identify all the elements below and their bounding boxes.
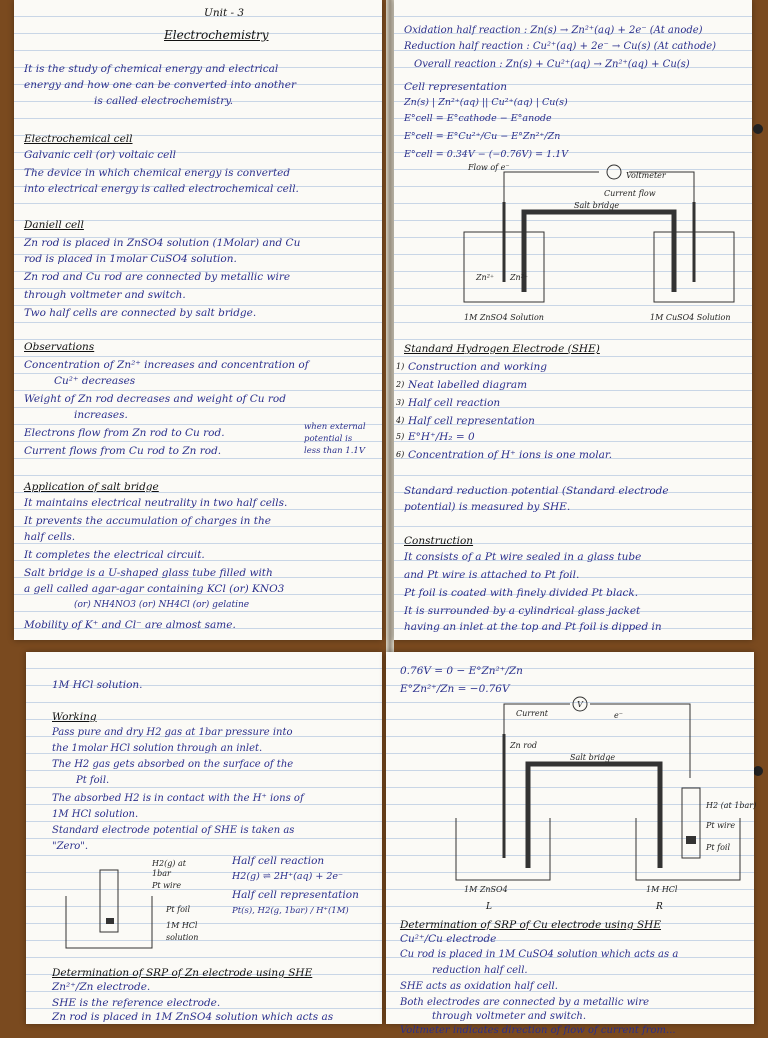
list-item: E°H⁺/H₂ = 0 bbox=[408, 431, 475, 443]
text-line: Weight of Zn rod decreases and weight of Cu rod bbox=[24, 393, 286, 405]
text-line: Zn rod is placed in ZnSO4 solution (1Molar) and Cu bbox=[24, 237, 301, 249]
right-solution-label: 1M HCl bbox=[646, 885, 678, 894]
text-line: The H2 gas gets absorbed on the surface of the bbox=[52, 759, 294, 770]
salt-bridge-tube bbox=[528, 764, 660, 868]
intro-line: energy and how one can be converted into another bbox=[24, 79, 297, 91]
daniell-cell-diagram bbox=[454, 162, 744, 328]
text-line: The absorbed H2 is in contact with the H⁺ ions of bbox=[52, 793, 304, 804]
list-item: Construction and working bbox=[408, 361, 548, 373]
pt-wire-label: Pt wire bbox=[706, 821, 736, 830]
ion-label: Zn²⁺ bbox=[510, 273, 529, 282]
text-line: Concentration of Zn²⁺ increases and concentration of bbox=[24, 359, 309, 371]
section-heading: Electrochemical cell bbox=[24, 133, 133, 145]
text-line: a gell called agar-agar containing KCl (or) KNO3 bbox=[24, 583, 285, 595]
text-line: Standard electrode potential of SHE is taken as bbox=[52, 825, 295, 836]
text-line: Half cell reaction bbox=[232, 855, 325, 867]
text-line: It consists of a Pt wire sealed in a glass tube bbox=[404, 551, 642, 563]
section-heading: Determination of SRP of Zn electrode using SHE bbox=[52, 967, 313, 979]
text-line: 1M HCl solution. bbox=[52, 809, 139, 820]
text-line: Zn rod and Cu rod are connected by metallic wire bbox=[24, 271, 291, 283]
left-solution-label: 1M ZnSO4 bbox=[464, 885, 508, 894]
text-line: potential) is measured by SHE. bbox=[404, 501, 571, 513]
text-line: having an inlet at the top and Pt foil is dipped in bbox=[404, 621, 662, 633]
pt-foil bbox=[686, 836, 696, 844]
zn-she-cell-diagram bbox=[450, 698, 757, 898]
text-line: Cu²⁺ decreases bbox=[54, 375, 136, 387]
text-line: Salt bridge is a U-shaped glass tube filled with bbox=[24, 567, 273, 579]
h2-label: 1bar bbox=[152, 869, 171, 878]
text-line: Half cell representation bbox=[232, 889, 359, 901]
text-line: increases. bbox=[74, 409, 128, 421]
side-note: when external bbox=[304, 422, 366, 432]
section-heading: Observations bbox=[24, 341, 95, 353]
current-label: Current bbox=[516, 709, 549, 718]
text-line: half cells. bbox=[24, 531, 76, 543]
text-line: (or) NH4NO3 (or) NH4Cl (or) gelatine bbox=[74, 600, 250, 610]
text-line: Pass pure and dry H2 gas at 1bar pressure into bbox=[52, 727, 293, 738]
text-line: SHE acts as oxidation half cell. bbox=[400, 981, 558, 992]
text-line: Pt foil. bbox=[76, 775, 110, 786]
text-line: Zn²⁺/Zn electrode. bbox=[52, 981, 151, 993]
text-line: The device in which chemical energy is converted bbox=[24, 167, 291, 179]
side-note: less than 1.1V bbox=[304, 446, 365, 456]
ion-label: Zn²⁺ bbox=[476, 273, 495, 282]
list-number: 1) bbox=[396, 362, 405, 371]
text-line: Galvanic cell (or) voltaic cell bbox=[24, 149, 177, 161]
notebook-page-2 bbox=[394, 0, 752, 640]
text-line: Current flows from Cu rod to Zn rod. bbox=[24, 445, 222, 457]
section-heading: Working bbox=[52, 711, 97, 723]
text-line: Electrons flow from Zn rod to Cu rod. bbox=[24, 427, 225, 439]
h2-label: H2 (at 1bar) bbox=[706, 801, 757, 810]
list-number: 6) bbox=[396, 450, 405, 459]
section-heading: Application of salt bridge bbox=[24, 481, 159, 493]
text-line: through voltmeter and switch. bbox=[24, 289, 186, 301]
salt-bridge-label: Salt bridge bbox=[574, 201, 620, 210]
text-line: rod is placed in 1molar CuSO4 solution. bbox=[24, 253, 237, 265]
list-number: 4) bbox=[396, 416, 405, 425]
section-heading: Determination of SRP of Cu electrode using SHE bbox=[400, 919, 661, 931]
reaction-line: Oxidation half reaction : Zn(s) → Zn²⁺(aq) + 2e⁻ (At anode) bbox=[404, 25, 703, 36]
list-item: Neat labelled diagram bbox=[408, 379, 528, 391]
pt-foil-label: Pt foil bbox=[706, 843, 731, 852]
text-line: E°cell = E°cathode − E°anode bbox=[404, 113, 552, 124]
text-line: 1M HCl solution. bbox=[52, 679, 143, 691]
voltmeter-label: Voltmeter bbox=[626, 171, 666, 180]
section-heading: Construction bbox=[404, 535, 474, 547]
text-line: and Pt wire is attached to Pt foil. bbox=[404, 569, 580, 581]
text-line: E°cell = 0.34V − (−0.76V) = 1.1V bbox=[404, 149, 569, 160]
binder-hole bbox=[753, 124, 763, 134]
section-heading: Standard Hydrogen Electrode (SHE) bbox=[404, 343, 600, 355]
flow-label: Flow of e⁻ bbox=[468, 163, 510, 172]
electron-label: e⁻ bbox=[614, 711, 623, 720]
section-heading: Daniell cell bbox=[24, 219, 84, 231]
text-line: It maintains electrical neutrality in two half cells. bbox=[24, 497, 288, 509]
voltmeter-label: V bbox=[577, 700, 583, 709]
notebook-page-1 bbox=[14, 0, 382, 640]
pt-foil-label: Pt foil bbox=[166, 905, 191, 914]
equation-line: E°Zn²⁺/Zn = −0.76V bbox=[400, 683, 510, 695]
pt-foil bbox=[106, 918, 114, 924]
list-number: 5) bbox=[396, 432, 405, 441]
hcl-label: solution bbox=[166, 933, 199, 942]
text-line: Pt(s), H2(g, 1bar) / H⁺(1M) bbox=[232, 906, 349, 916]
reaction-line: Reduction half reaction : Cu²⁺(aq) + 2e⁻ → Cu(s) (At cathode) bbox=[404, 41, 717, 52]
text-line: Standard reduction potential (Standard electrode bbox=[404, 485, 669, 497]
text-line: Mobility of K⁺ and Cl⁻ are almost same. bbox=[24, 619, 236, 631]
glass-jacket bbox=[682, 788, 700, 858]
intro-line: It is the study of chemical energy and electrical bbox=[24, 63, 279, 75]
text-line: Both electrodes are connected by a metallic wire bbox=[400, 997, 650, 1008]
list-number: 3) bbox=[396, 398, 405, 407]
zn-rod-label: Zn rod bbox=[510, 741, 538, 750]
salt-bridge-label: Salt bridge bbox=[570, 753, 616, 762]
text-line: Cu²⁺/Cu electrode bbox=[400, 933, 497, 945]
binder-hole bbox=[753, 766, 763, 776]
text-line: Voltmeter indicates direction of flow of current from... bbox=[400, 1025, 676, 1036]
text-line: reduction half cell. bbox=[432, 965, 528, 976]
reaction-line: Overall reaction : Zn(s) + Cu²⁺(aq) → Zn²⁺(aq) + Cu(s) bbox=[414, 59, 690, 70]
equation-line: 0.76V = 0 − E°Zn²⁺/Zn bbox=[400, 665, 523, 677]
text-line: Two half cells are connected by salt bridge. bbox=[24, 307, 257, 319]
hcl-label: 1M HCl bbox=[166, 921, 198, 930]
side-note: potential is bbox=[304, 434, 353, 444]
text-line: Zn rod is placed in 1M ZnSO4 solution which acts as bbox=[52, 1011, 334, 1023]
text-line: SHE is the reference electrode. bbox=[52, 997, 221, 1009]
unit-label: Unit - 3 bbox=[204, 7, 245, 19]
left-solution-label: 1M ZnSO4 Solution bbox=[464, 313, 544, 322]
text-line: Pt foil is coated with finely divided Pt black. bbox=[404, 587, 639, 599]
notebook-page-3 bbox=[26, 652, 382, 1024]
text-line: "Zero". bbox=[52, 841, 89, 852]
text-line: Cu rod is placed in 1M CuSO4 solution which acts as a bbox=[400, 949, 679, 960]
list-number: 2) bbox=[396, 380, 405, 389]
text-line: H2(g) ⇌ 2H⁺(aq) + 2e⁻ bbox=[232, 871, 344, 882]
list-item: Half cell reaction bbox=[408, 397, 501, 409]
section-heading: Cell representation bbox=[404, 81, 507, 93]
text-line: through voltmeter and switch. bbox=[432, 1011, 587, 1022]
left-electrode-marker: L bbox=[486, 902, 492, 912]
text-line: It is surrounded by a cylindrical glass jacket bbox=[404, 605, 641, 617]
page-title: Electrochemistry bbox=[164, 28, 269, 42]
text-line: the 1molar HCl solution through an inlet. bbox=[52, 743, 263, 754]
she-diagram bbox=[62, 856, 242, 956]
list-item: Half cell representation bbox=[408, 415, 535, 427]
current-label: Current flow bbox=[604, 189, 656, 198]
list-item: Concentration of H⁺ ions is one molar. bbox=[408, 449, 613, 461]
salt-bridge-tube bbox=[524, 212, 674, 292]
h2-label: H2(g) at bbox=[152, 859, 186, 868]
notebook-page-4 bbox=[386, 652, 757, 1036]
intro-line: is called electrochemistry. bbox=[94, 95, 234, 107]
pt-wire-label: Pt wire bbox=[152, 881, 182, 890]
text-line: into electrical energy is called electrochemical cell. bbox=[24, 183, 299, 195]
text-line: It prevents the accumulation of charges in the bbox=[24, 515, 271, 527]
voltmeter-icon bbox=[607, 165, 621, 179]
right-electrode-marker: R bbox=[656, 902, 663, 912]
text-line: Zn(s) | Zn²⁺(aq) || Cu²⁺(aq) | Cu(s) bbox=[404, 97, 568, 108]
right-solution-label: 1M CuSO4 Solution bbox=[650, 313, 731, 322]
text-line: E°cell = E°Cu²⁺/Cu − E°Zn²⁺/Zn bbox=[404, 131, 561, 142]
text-line: It completes the electrical circuit. bbox=[24, 549, 205, 561]
